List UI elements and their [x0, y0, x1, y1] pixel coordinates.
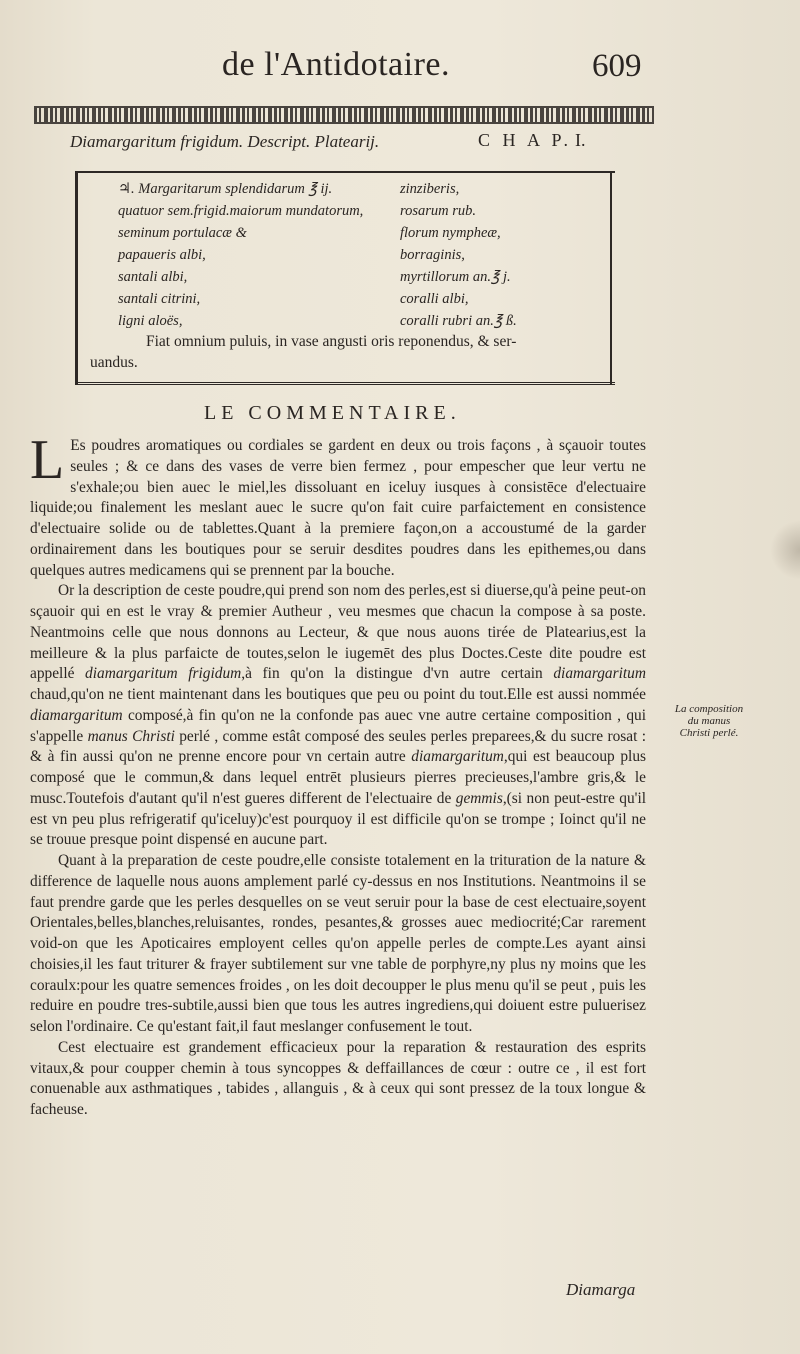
recipe-instruction: uandus. — [90, 354, 138, 371]
chapter-number: I. — [575, 130, 586, 150]
page-number: 609 — [592, 48, 642, 84]
recipe-ingredient: papaueris albi, — [118, 247, 206, 263]
paragraph: Or la description de ceste poudre,qui prend son nom des perles,est si diuerse,qu'à peine peut-on sçauoir qui en est le vray & premier Autheur , veu mesmes que chacun la compose à sa poste. Neantmoins celle que nous donnons au Lecteur, & que nous auons tirée de Platearius,est la meilleure & la plus parfaicte de toutes,selon le iugemēt des plus Doctes.Ceste dite poudre est appellé diamargaritum frigidum,à fin qu'on la distingue d'vn autre certain diamargaritum chaud,qu'on ne tient maintenant dans les boutiques que peu ou point du tout.Elle est aussi nommée diamargaritum composé,à fin qu'on ne la confonde pas auec vne autre certaine composition , qui s'appelle manus Christi perlé , comme estât composé des seules perles preparees,& du sucre rosat : & à fin aussi qu'on ne prenne encore pour vn certain autre diamargaritum,qui est beaucoup plus composé que le commun,& dans lequel entrēt plusieurs pierres precieuses,l'ambre gris,& le musc.Toutefois d'autant qu'il n'est gueres different de l'electuaire de gemmis,(si non peut-estre qu'il est vn peu plus refrigeratif qu'iceluy)c'est pourquoy il est difficile qu'on se trompe ; Ioinct qu'il ne se trouue presque point dispensé en aucune part. — [30, 582, 647, 849]
recipe-ingredient: rosarum rub. — [400, 203, 477, 219]
running-head — [0, 46, 800, 96]
chapter-label: C H A P. — [478, 130, 573, 150]
recipe-ingredient: santali albi, — [118, 269, 188, 285]
recipe-ingredient: coralli albi, — [400, 291, 469, 307]
recipe-ingredient: florum nympheæ, — [400, 225, 501, 241]
paragraph: Cest electuaire est grandement efficacieux pour la reparation & restauration des esprits vitaux,& pour coupper chemin à tous syncoppes & deffaillances de cœur : outre ce , il est fort conuenable aux asthmatiques , tabides , allanguis , & à ceux qui sont pressez de la toux longue & facheuse. — [30, 1038, 646, 1118]
recipe-ingredient: ligni aloës, — [118, 313, 183, 329]
paragraph: L Es poudres aromatiques ou cordiales se gardent en deux ou trois façons , à sçauoir toutes seules ; & ce dans des vases de verre bien fermez , pour empescher que leur vertu ne s'exhale;ou bien auec le miel,les dissoluant en iceluy iusques à consistēce d'electuaire liquide;ou finalement les meslant auec le sucre qu'on fait cuire parfaictement en consistence d'electuaire solide ou de tablettes.Quant à la premiere façon,on a accoustumé de la garder ordinairement dans les boutiques pour se seruir desdites poudres dans les epithemes,ou dans quelques autres medicamens qui se prennent par la bouche. — [30, 429, 646, 579]
recipe-ingredient: zinziberis, — [400, 181, 460, 197]
recipe-ingredient: myrtillorum an.℥ j. — [400, 269, 511, 285]
recipe-ingredient: borraginis, — [400, 247, 465, 263]
recipe-title: Diamargaritum frigidum. Descript. Platearij. — [70, 132, 380, 151]
recipe-ingredient: ♃. Margaritarum splendidarum ℥ ij. — [118, 181, 333, 197]
running-title: de l'Antidotaire. — [222, 46, 451, 83]
recipe-instruction: Fiat omnium puluis, in vase angusti oris reponendus, & ser- — [146, 333, 517, 350]
ornamental-band — [34, 106, 654, 124]
paper-stain — [770, 520, 800, 580]
recipe-ingredient: seminum portulacæ & — [118, 225, 247, 241]
recipe-ingredient: quatuor sem.frigid.maiorum mundatorum, — [118, 203, 364, 219]
recipe-ingredient: santali citrini, — [118, 291, 201, 307]
catchword: Diamarga — [566, 1280, 636, 1299]
recipe-ingredient: coralli rubri an.℥ ß. — [400, 313, 517, 329]
drop-cap: L — [30, 429, 65, 491]
paragraph: Quant à la preparation de ceste poudre,elle consiste totalement en la trituration de la nature & difference de laquelle nous auons amplement parlé cy-dessus en nos Institutions. Neantmoins il se faut prendre garde que les perles desquelles on se veut seruir pour la base de cest electuaire,soyent Orientales,belles,blanches,reluisantes, rondes, pesantes,& grosses auec mediocrité;Car rarement void-on que les Apoticaires employent celles qu'on appelle perles de compte.Les ayant ainsi choisies,il les faut triturer & frayer subtilement sur vne table de porphyre,ny plus ny moins que les coraulx:pour les quatre semences froides , on les doit decoupper le plus menu qu'il se peut , puis les reduire en poudre tres-subtile,aussi bien que tous les autres ingrediens,qui doiuent estre puluerisez selon l'ordinaire. Ce qu'estant fait,il faut meslanger confusement le tout. — [30, 852, 646, 1035]
recipe-box — [75, 171, 612, 385]
section-title: LE COMMENTAIRE. — [204, 402, 461, 424]
commentary-body — [30, 429, 647, 1121]
margin-note: La composition du manus Christi perlé. — [674, 703, 744, 739]
